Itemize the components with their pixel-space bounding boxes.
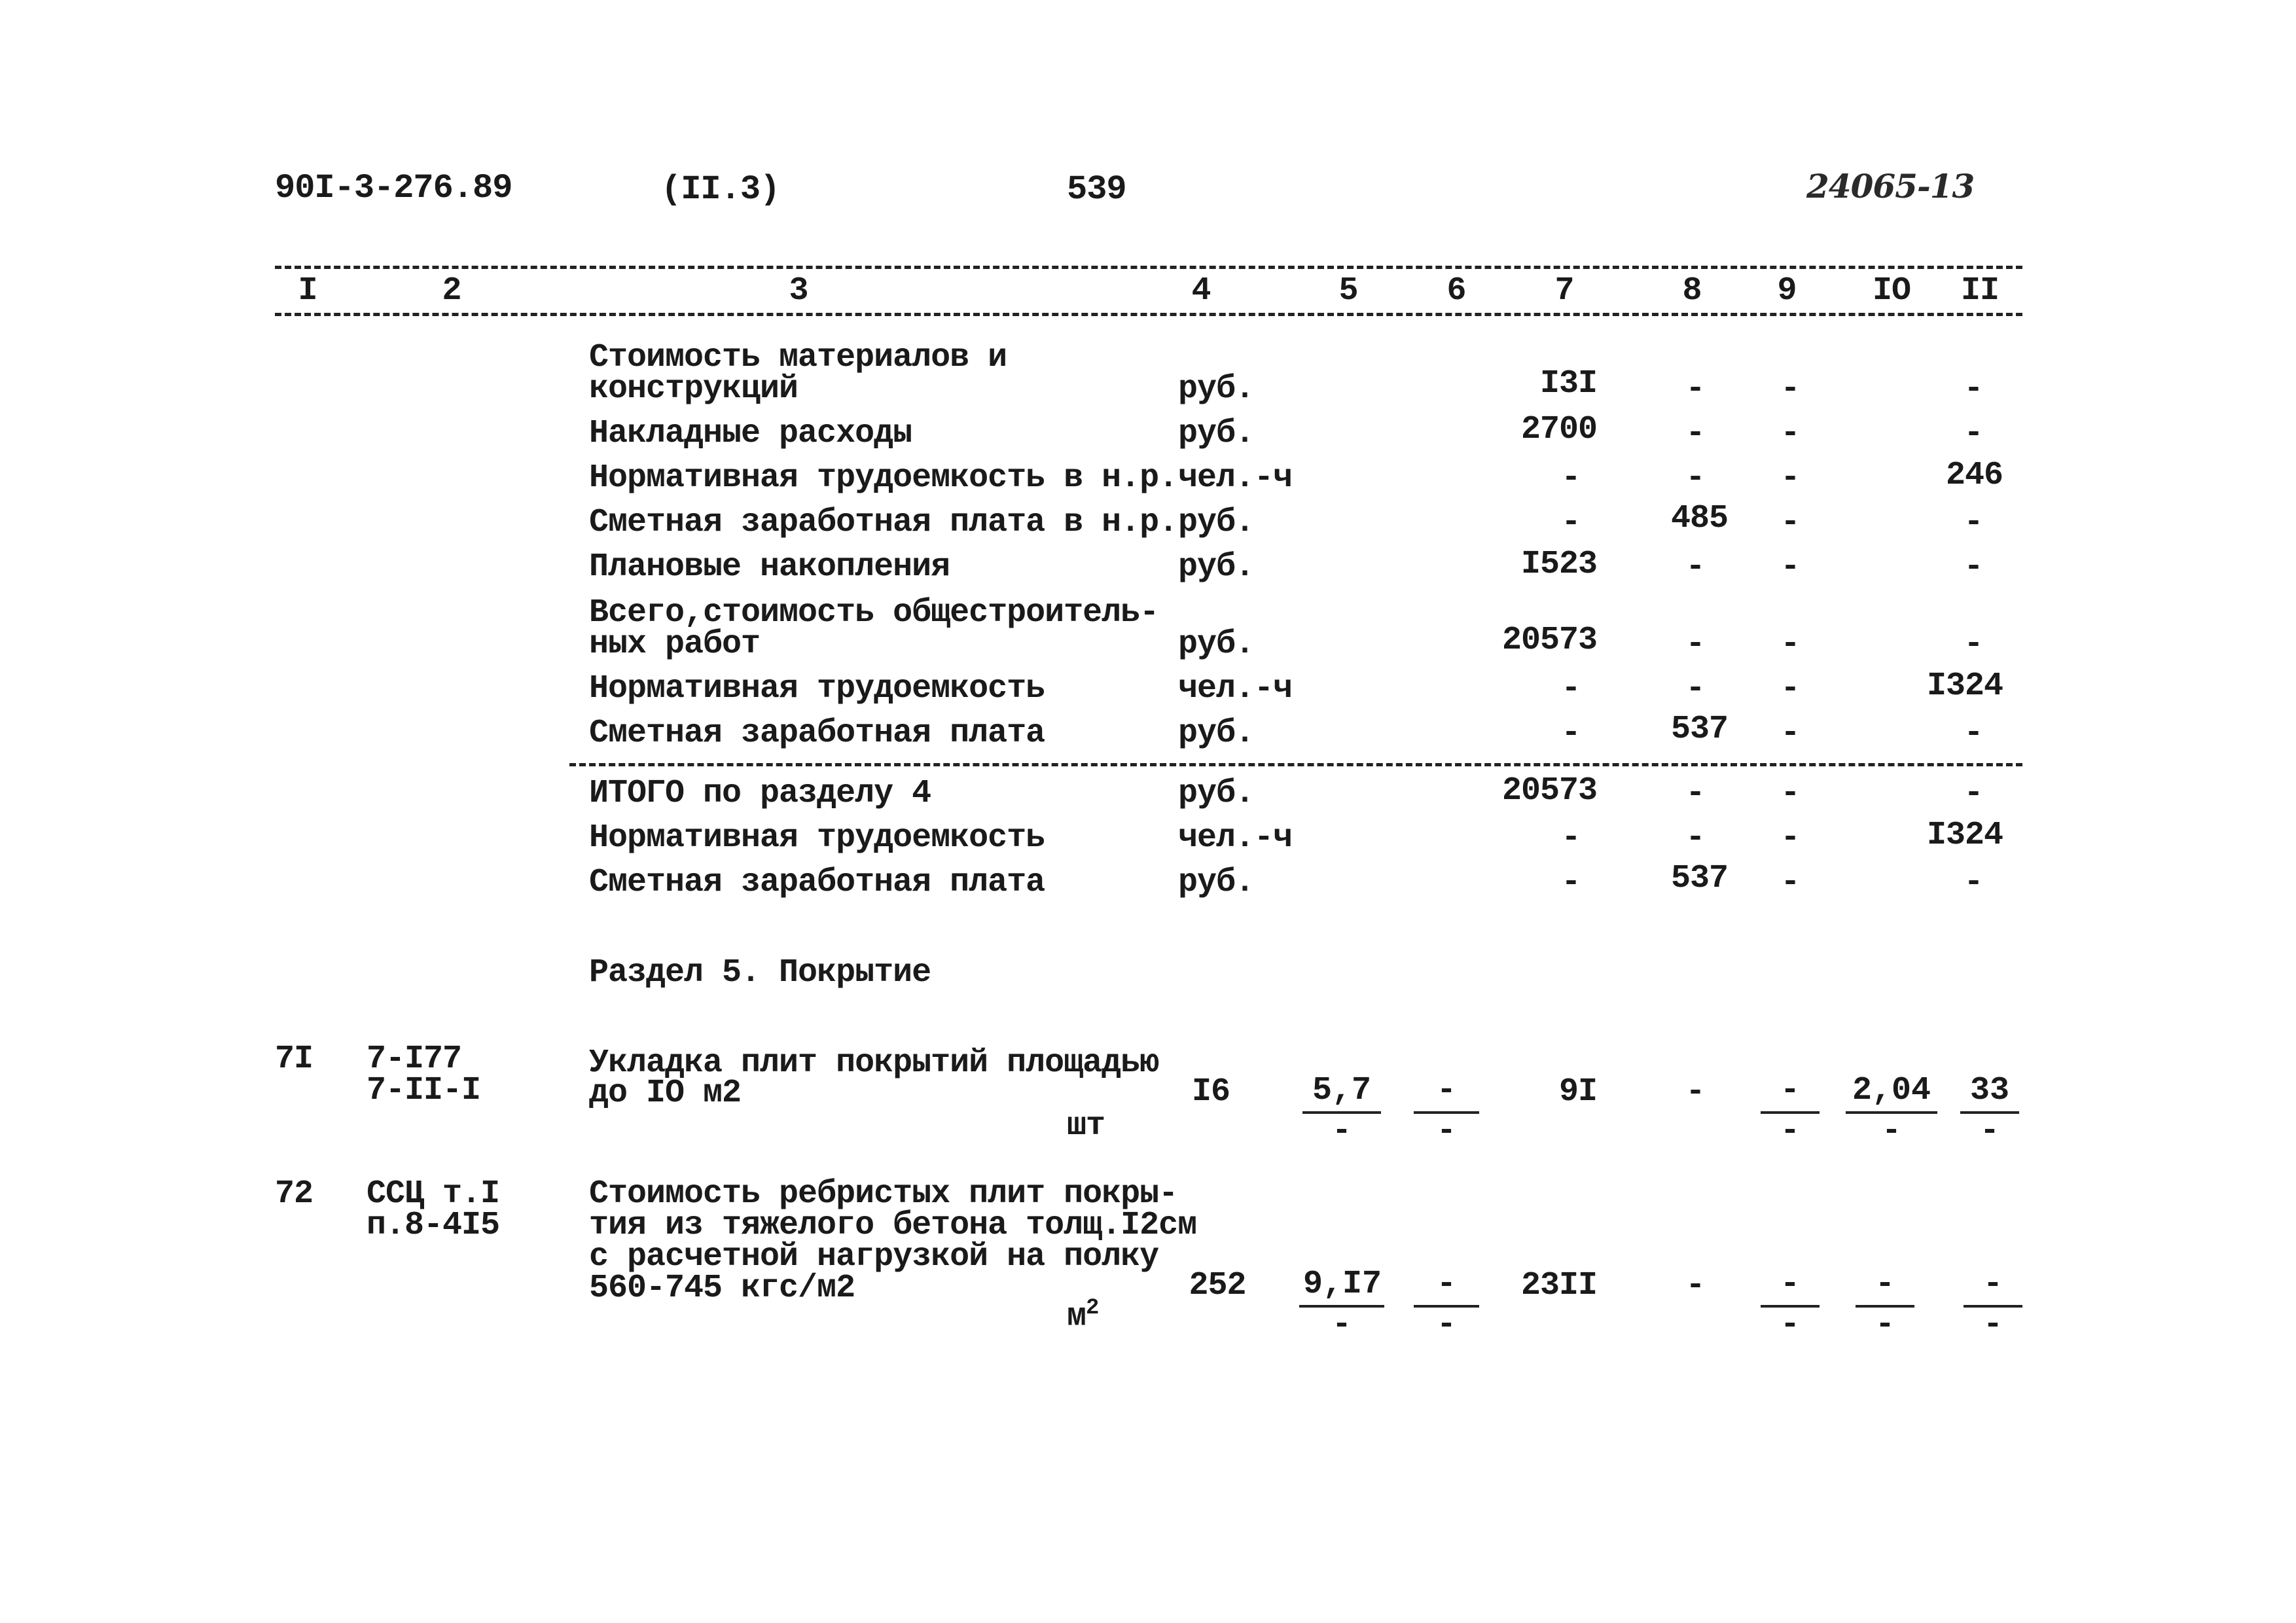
item-c11-fraction: - - (1964, 1268, 2022, 1342)
item-c8: - (1685, 1267, 1705, 1304)
summary-c11: - (1964, 715, 1983, 752)
header-bottom-rule (275, 313, 2022, 316)
totals-unit: руб. (1178, 775, 1255, 812)
item-quantity: I6 (1191, 1073, 1230, 1111)
item-code: 7-I77 (367, 1041, 462, 1078)
item-c5-fraction: 9,I7 - (1299, 1268, 1384, 1342)
summary-unit: руб. (1178, 626, 1255, 663)
summary-c8: 537 (1670, 711, 1728, 748)
summary-c7: - (1561, 459, 1581, 497)
summary-label: ных работ (589, 626, 761, 663)
summary-c9: - (1780, 459, 1800, 497)
totals-c7: 20573 (1501, 772, 1597, 810)
item-description: Стоимость ребристых плит покры- (589, 1175, 1178, 1213)
item-code: п.8-4I5 (367, 1207, 500, 1244)
item-code: 7-II-I (367, 1072, 481, 1109)
summary-c8: 485 (1670, 500, 1728, 537)
item-c7: 9I (1558, 1073, 1597, 1111)
totals-c8: 537 (1670, 860, 1728, 897)
summary-label: Всего,стоимость общестроитель- (589, 594, 1159, 632)
col-header-10: IO (1872, 272, 1910, 310)
summary-c7: 20573 (1501, 622, 1597, 659)
totals-c11: - (1964, 775, 1983, 812)
totals-unit: руб. (1178, 864, 1255, 901)
summary-c11: I324 (1926, 668, 2003, 705)
summary-c11: - (1964, 370, 1983, 408)
summary-unit: чел.-ч (1178, 670, 1293, 707)
totals-c9: - (1780, 864, 1800, 901)
col-header-1: I (298, 272, 317, 310)
summary-label: Нормативная трудоемкость в н.р. (589, 459, 1178, 497)
totals-c9: - (1780, 775, 1800, 812)
item-code: ССЦ т.I (367, 1175, 500, 1213)
summary-unit: руб. (1178, 415, 1255, 452)
summary-c7: - (1561, 504, 1581, 541)
summary-c11: - (1964, 626, 1983, 663)
summary-unit: руб. (1178, 715, 1255, 752)
totals-c8: - (1685, 819, 1705, 857)
summary-c9: - (1780, 370, 1800, 408)
section-ref: (II.3) (661, 170, 780, 209)
item-description: до IO м2 (589, 1075, 742, 1112)
item-c9-fraction: - - (1761, 1268, 1820, 1342)
doc-code: 90I-3-276.89 (275, 169, 512, 207)
item-c5-fraction: 5,7 - (1302, 1075, 1381, 1148)
summary-c7: 2700 (1520, 411, 1597, 448)
summary-label: Нормативная трудоемкость (589, 670, 1045, 707)
item-c9-fraction: - - (1761, 1075, 1820, 1148)
col-header-6: 6 (1446, 272, 1466, 310)
col-header-3: 3 (789, 272, 808, 310)
summary-c8: - (1685, 626, 1705, 663)
item-unit: шт (1067, 1107, 1105, 1145)
summary-unit: руб. (1178, 504, 1255, 541)
item-c6-fraction: - - (1414, 1268, 1479, 1342)
summary-label: Стоимость материалов и (589, 339, 1007, 376)
summary-label: Сметная заработная плата в н.р. (589, 504, 1178, 541)
totals-c7: - (1561, 864, 1581, 901)
summary-label: Накладные расходы (589, 415, 912, 452)
summary-label: Плановые накопления (589, 548, 950, 586)
item-description: Укладка плит покрытий площадью (589, 1044, 1159, 1082)
col-header-2: 2 (442, 272, 461, 310)
totals-unit: чел.-ч (1178, 819, 1293, 857)
totals-c7: - (1561, 819, 1581, 857)
item-c10-fraction: - - (1856, 1268, 1914, 1342)
summary-c7: I523 (1520, 546, 1597, 583)
totals-label: ИТОГО по разделу 4 (589, 775, 931, 812)
summary-label: Сметная заработная плата (589, 715, 1045, 752)
summary-c9: - (1780, 715, 1800, 752)
col-header-5: 5 (1338, 272, 1358, 310)
item-description: 560-745 кгс/м2 (589, 1270, 855, 1307)
col-header-11: II (1960, 272, 1999, 310)
col-header-4: 4 (1191, 272, 1211, 310)
totals-label: Нормативная трудоемкость (589, 819, 1045, 857)
section-title: Раздел 5. Покрытие (589, 954, 931, 991)
header-top-rule (275, 266, 2022, 269)
item-number: 72 (275, 1175, 314, 1213)
item-unit: $м^2$ (1067, 1296, 1099, 1336)
summary-unit: чел.-ч (1178, 459, 1293, 497)
item-quantity: 252 (1189, 1267, 1246, 1304)
summary-c8: - (1685, 415, 1705, 452)
summary-c8: - (1685, 670, 1705, 707)
summary-c11: - (1964, 415, 1983, 452)
summary-c11: 246 (1945, 457, 2003, 494)
summary-c8: - (1685, 459, 1705, 497)
col-header-7: 7 (1554, 272, 1574, 310)
item-c8: - (1685, 1073, 1705, 1111)
col-header-9: 9 (1777, 272, 1797, 310)
summary-c11: - (1964, 504, 1983, 541)
summary-c9: - (1780, 626, 1800, 663)
totals-c11: I324 (1926, 817, 2003, 854)
summary-unit: руб. (1178, 370, 1255, 408)
item-description: с расчетной нагрузкой на полку (589, 1238, 1159, 1275)
summary-c9: - (1780, 504, 1800, 541)
item-c6-fraction: - - (1414, 1075, 1479, 1148)
item-c10-fraction: 2,04 - (1846, 1075, 1937, 1148)
totals-separator-rule (569, 763, 2022, 766)
summary-c9: - (1780, 415, 1800, 452)
totals-c8: - (1685, 775, 1705, 812)
summary-c9: - (1780, 670, 1800, 707)
item-c11-fraction: 33 - (1960, 1075, 2019, 1148)
handwritten-ref: 24065-13 (1806, 167, 1975, 205)
col-header-8: 8 (1682, 272, 1702, 310)
summary-unit: руб. (1178, 548, 1255, 586)
totals-c11: - (1964, 864, 1983, 901)
page-number: 539 (1067, 170, 1126, 209)
summary-c8: - (1685, 370, 1705, 408)
summary-c7: - (1561, 715, 1581, 752)
summary-c7: I3I (1539, 365, 1597, 402)
summary-c7: - (1561, 670, 1581, 707)
summary-c9: - (1780, 548, 1800, 586)
item-number: 7I (275, 1041, 314, 1078)
totals-label: Сметная заработная плата (589, 864, 1045, 901)
item-description: тия из тяжелого бетона толщ.I2см (589, 1207, 1197, 1244)
item-c7: 23II (1520, 1267, 1597, 1304)
totals-c9: - (1780, 819, 1800, 857)
summary-c11: - (1964, 548, 1983, 586)
summary-label: конструкций (589, 370, 798, 408)
summary-c8: - (1685, 548, 1705, 586)
